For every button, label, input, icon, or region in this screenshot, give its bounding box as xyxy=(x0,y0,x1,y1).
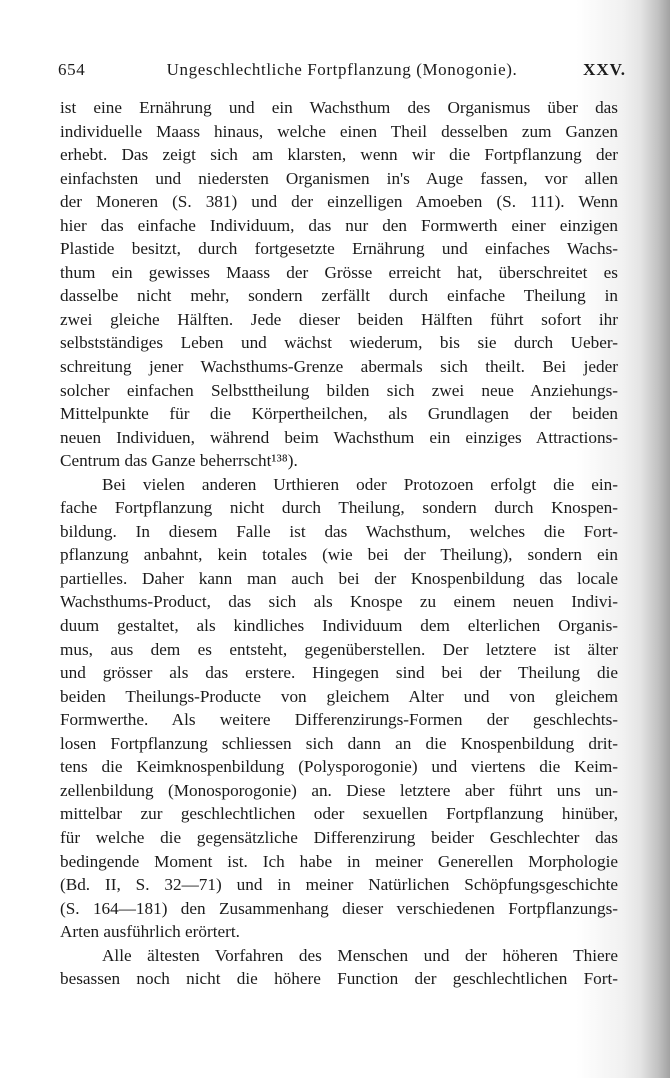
running-title: Ungeschlechtliche Fortpflanzung (Monogonie). xyxy=(166,60,518,79)
text-line: einfachsten und niedersten Organismen in's Auge fassen, vor allen xyxy=(60,168,618,188)
paragraph-2 xyxy=(60,473,618,944)
paragraph-1 xyxy=(60,96,618,473)
text-line: Bei vielen anderen Urthieren oder Protozoen erfolgt die ein- xyxy=(102,474,618,494)
text-line: partielles. Daher kann man auch bei der Knospenbildung das locale xyxy=(60,568,618,588)
text-line: und grösser als das erstere. Hingegen sind bei der Theilung die xyxy=(60,663,618,683)
text-line: schreitung jener Wachsthums-Grenze abermals sich theilt. Bei jeder xyxy=(60,357,618,377)
text-line: (Bd. II, S. 32—71) und in meiner Natürlichen Schöpfungsgeschichte xyxy=(60,875,618,895)
text-line: mus, aus dem es entsteht, gegenüberstellen. Der letztere ist älter xyxy=(60,639,618,659)
text-line: bedingende Moment ist. Ich habe in meiner Generellen Morphologie xyxy=(60,851,618,871)
text-line: hier das einfache Individuum, das nur den Formwerth einer einzigen xyxy=(60,215,618,235)
text-line: Alle ältesten Vorfahren des Menschen und der höheren Thiere xyxy=(102,945,618,965)
page-edge-shadow xyxy=(640,0,670,1078)
page-header xyxy=(58,60,626,88)
page-number: 654 xyxy=(58,60,86,79)
text-line: ist eine Ernährung und ein Wachsthum des Organismus über das xyxy=(60,98,618,117)
text-line: für welche die gegensätzliche Differenzirung beider Geschlechter das xyxy=(60,827,618,847)
text-line: beiden Theilungs-Producte von gleichem Alter und von gleichem xyxy=(60,686,618,706)
text-line: selbstständiges Leben und wächst wiederum, bis sie durch Ueber- xyxy=(60,333,618,353)
text-line: bildung. In diesem Falle ist das Wachsthum, welches die Fort- xyxy=(60,521,618,541)
paragraph-3 xyxy=(60,944,618,991)
body-text xyxy=(60,96,618,991)
text-line: besassen noch nicht die höhere Function der geschlechtlichen Fort- xyxy=(60,969,618,989)
text-line: individuelle Maass hinaus, welche einen Theil desselben zum Ganzen xyxy=(60,121,618,141)
text-line: Centrum das Ganze beherrscht¹³⁸). xyxy=(60,451,298,471)
text-line: thum ein gewisses Maass der Grösse erreicht hat, überschreitet es xyxy=(60,262,618,282)
text-line: pflanzung anbahnt, kein totales (wie bei der Theilung), sondern ein xyxy=(60,545,618,565)
chapter-number: XXV. xyxy=(583,60,626,79)
text-line: losen Fortpflanzung schliessen sich dann an die Knospenbildung drit- xyxy=(60,733,618,753)
text-line: fache Fortpflanzung nicht durch Theilung, sondern durch Knospen- xyxy=(60,498,618,518)
text-line: der Moneren (S. 381) und der einzelligen Amoeben (S. 111). Wenn xyxy=(60,192,618,212)
text-line: (S. 164—181) den Zusammenhang dieser verschiedenen Fortpflanzungs- xyxy=(60,898,618,918)
text-line: duum gestaltet, als kindliches Individuum dem elterlichen Organis- xyxy=(60,616,618,636)
text-line: Mittelpunkte für die Körpertheilchen, als Grundlagen der beiden xyxy=(60,404,618,424)
text-line: zwei gleiche Hälften. Jede dieser beiden Hälften führt sofort ihr xyxy=(60,309,618,329)
text-line: Formwerthe. Als weitere Differenzirungs-Formen der geschlechts- xyxy=(60,710,618,730)
text-line: Plastide besitzt, durch fortgesetzte Ernährung und einfaches Wachs- xyxy=(60,239,618,259)
text-line: dasselbe nicht mehr, sondern zerfällt durch einfache Theilung in xyxy=(60,286,618,306)
text-line: mittelbar zur geschlechtlichen oder sexuellen Fortpflanzung hinüber, xyxy=(60,804,618,824)
text-line: zellenbildung (Monosporogonie) an. Diese letztere aber führt uns un- xyxy=(60,780,618,800)
text-line: tens die Keimknospenbildung (Polysporogonie) und viertens die Keim- xyxy=(60,757,618,777)
text-line: Arten ausführlich erörtert. xyxy=(60,922,240,942)
text-line: erhebt. Das zeigt sich am klarsten, wenn wir die Fortpflanzung der xyxy=(60,145,618,165)
text-line: Wachsthums-Product, das sich als Knospe zu einem neuen Indivi- xyxy=(60,592,618,612)
text-line: neuen Individuen, während beim Wachsthum ein einziges Attractions- xyxy=(60,427,618,447)
text-line: solcher einfachen Selbsttheilung bilden sich zwei neue Anziehungs- xyxy=(60,380,618,400)
